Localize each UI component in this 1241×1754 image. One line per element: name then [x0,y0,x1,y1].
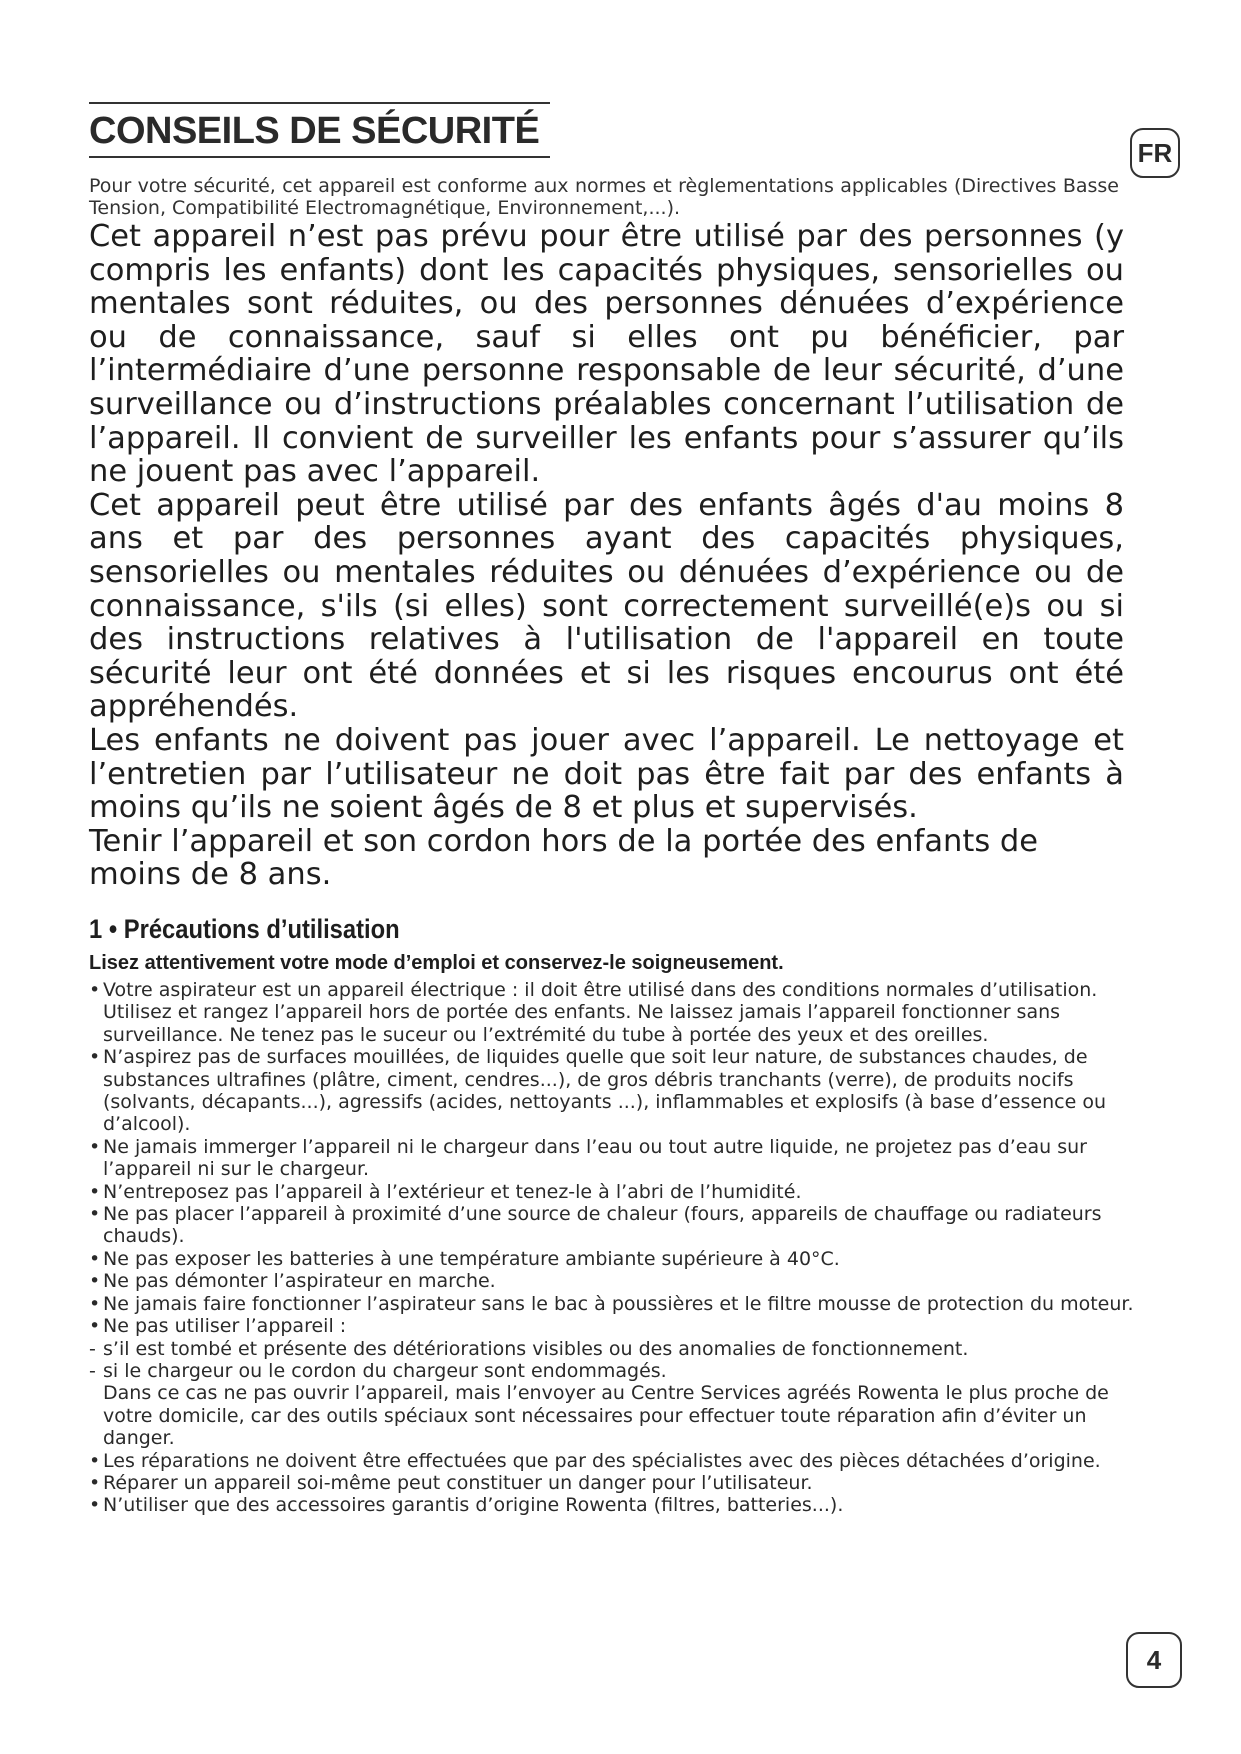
list-item [89,1181,1134,1203]
list-item-text: Ne jamais immerger l’appareil ni le chargeur dans l’eau ou tout autre liquide, ne projetez pas d’eau sur l’appareil ni sur le chargeur. [103,1135,1087,1181]
list-item-text: si le chargeur ou le cordon du chargeur sont endommagés. [103,1359,667,1382]
list-item-text: Ne jamais faire fonctionner l’aspirateur sans le bac à poussières et le filtre mousse de protection du moteur. [103,1292,1134,1315]
list-item [89,979,1134,1046]
warning-paragraph: Tenir l’appareil et son cordon hors de la portée des enfants de moins de 8 ans. [89,823,1039,893]
list-item [89,1315,1134,1337]
warning-paragraph: Cet appareil n’est pas prévu pour être utilisé par des personnes (y compris les enfants) dont les capacités physiques, sensorielles ou mentales sont réduites, ou des personnes dénuées d’expérience ou de connaissance, sauf si elles ont pu bénéficier, par l’intermédiaire d’une personne responsable de leur sécurité, d’une surveillance ou d’instructions préalables concernant l’utilisation de l’appareil. Il convient de surveiller les enfants pour s’assurer qu’ils ne jouent pas avec l’appareil. [89,219,1124,490]
list-item-text: Ne pas utiliser l’appareil : [103,1315,347,1338]
bullet-mark: • [89,1471,101,1494]
list-item [89,1338,1134,1360]
warning-paragraph: Les enfants ne doivent pas jouer avec l’appareil. Le nettoyage et l’entretien par l’utilisateur ne doit pas être fait par des enfants à moins qu’ils ne soient âgés de 8 et plus et supervisés. [89,722,1124,826]
dash-mark: - [89,1337,96,1360]
list-item-text: Ne pas placer l’appareil à proximité d’une source de chaleur (fours, appareils de chauffage ou radiateurs chauds). [103,1203,1102,1248]
list-item [89,1360,1134,1382]
list-item [89,1248,1134,1270]
bullet-mark: • [89,1203,101,1226]
language-badge: FR [1130,128,1180,178]
list-item-text: Votre aspirateur est un appareil électrique : il doit être utilisé dans des conditions normales d’utilisation. Utilisez et rangez l’appareil hors de portée des enfants. Ne laissez jamais l’appareil fonctionner sans surveillance. Ne tenez pas le suceur ou l’extrémité du tube à portée des yeux et des oreilles. [103,979,1098,1046]
bullet-mark: • [89,1247,101,1270]
precautions-list [89,979,1134,1517]
list-item-text: N’aspirez pas de surfaces mouillées, de liquides quelle que soit leur nature, de substances chaudes, de substances ultrafines (plâtre, ciment, cendres...), de gros débris tranchants (verre), de produits nocifs (solvants, décapants...), agressifs (acides, nettoyants ...), inflammables et explosifs (à base d’essence ou d’alcool). [103,1046,1106,1136]
bullet-mark: • [89,1315,101,1338]
warning-paragraph: Cet appareil peut être utilisé par des enfants âgés d'au moins 8 ans et par des personnes ayant des capacités physiques, sensorielles ou mentales réduites ou dénuées d’expérience ou de connaissance, s'ils (si elles) sont correctement surveillé(e)s ou si des instructions relatives à l'utilisation de l'appareil en toute sécurité leur ont été données et si les risques encourus ont été appréhendés. [89,487,1124,725]
list-item [89,1293,1134,1315]
list-item [89,1270,1134,1292]
list-item [89,1450,1134,1472]
title-block [89,102,550,158]
page-number: 4 [1126,1632,1182,1688]
list-item [89,1472,1134,1494]
dash-mark: - [89,1359,96,1382]
bullet-mark: • [89,979,101,1001]
list-item-text: Ne pas exposer les batteries à une température ambiante supérieure à 40°C. [103,1247,840,1270]
bullet-mark: • [89,1270,101,1293]
list-item-text: s’il est tombé et présente des détériorations visibles ou des anomalies de fonctionnement. [103,1337,969,1360]
list-item [89,1203,1134,1248]
list-item-text: Ne pas démonter l’aspirateur en marche. [103,1270,496,1293]
bullet-mark: • [89,1135,101,1158]
bullet-mark: • [89,1449,101,1472]
page-title: CONSEILS DE SÉCURITÉ [89,110,540,152]
bullet-mark: • [89,1046,101,1069]
section-heading: 1 • Précautions d’utilisation [89,914,400,944]
list-item-text: Dans ce cas ne pas ouvrir l’appareil, mais l’envoyer au Centre Services agréés Rowenta le plus proche de votre domicile, car des outils spéciaux sont nécessaires pour effectuer toute réparation afin d’éviter un danger. [103,1382,1109,1450]
list-item-text: N’utiliser que des accessoires garantis d’origine Rowenta (filtres, batteries...). [103,1494,844,1517]
list-item [89,1046,1134,1136]
bullet-mark: • [89,1292,101,1315]
list-item [89,1494,1134,1516]
list-item [89,1136,1134,1181]
list-item-text: Réparer un appareil soi-même peut constituer un danger pour l’utilisateur. [103,1471,813,1494]
intro-text: Pour votre sécurité, cet appareil est conforme aux normes et règlementations applicables (Directives Basse Tension, Compatibilité Electromagnétique, Environnement,...). [89,175,1119,219]
safety-warnings [89,220,1124,892]
list-item [89,1382,1134,1449]
list-item-text: N’entreposez pas l’appareil à l’extérieur et tenez-le à l’abri de l’humidité. [103,1180,802,1203]
bullet-mark: • [89,1494,101,1517]
bullet-mark: • [89,1180,101,1203]
list-item-text: Les réparations ne doivent être effectuées que par des spécialistes avec des pièces détachées d’origine. [103,1449,1101,1472]
section-subtitle: Lisez attentivement votre mode d’emploi et conservez-le soigneusement. [89,952,784,974]
